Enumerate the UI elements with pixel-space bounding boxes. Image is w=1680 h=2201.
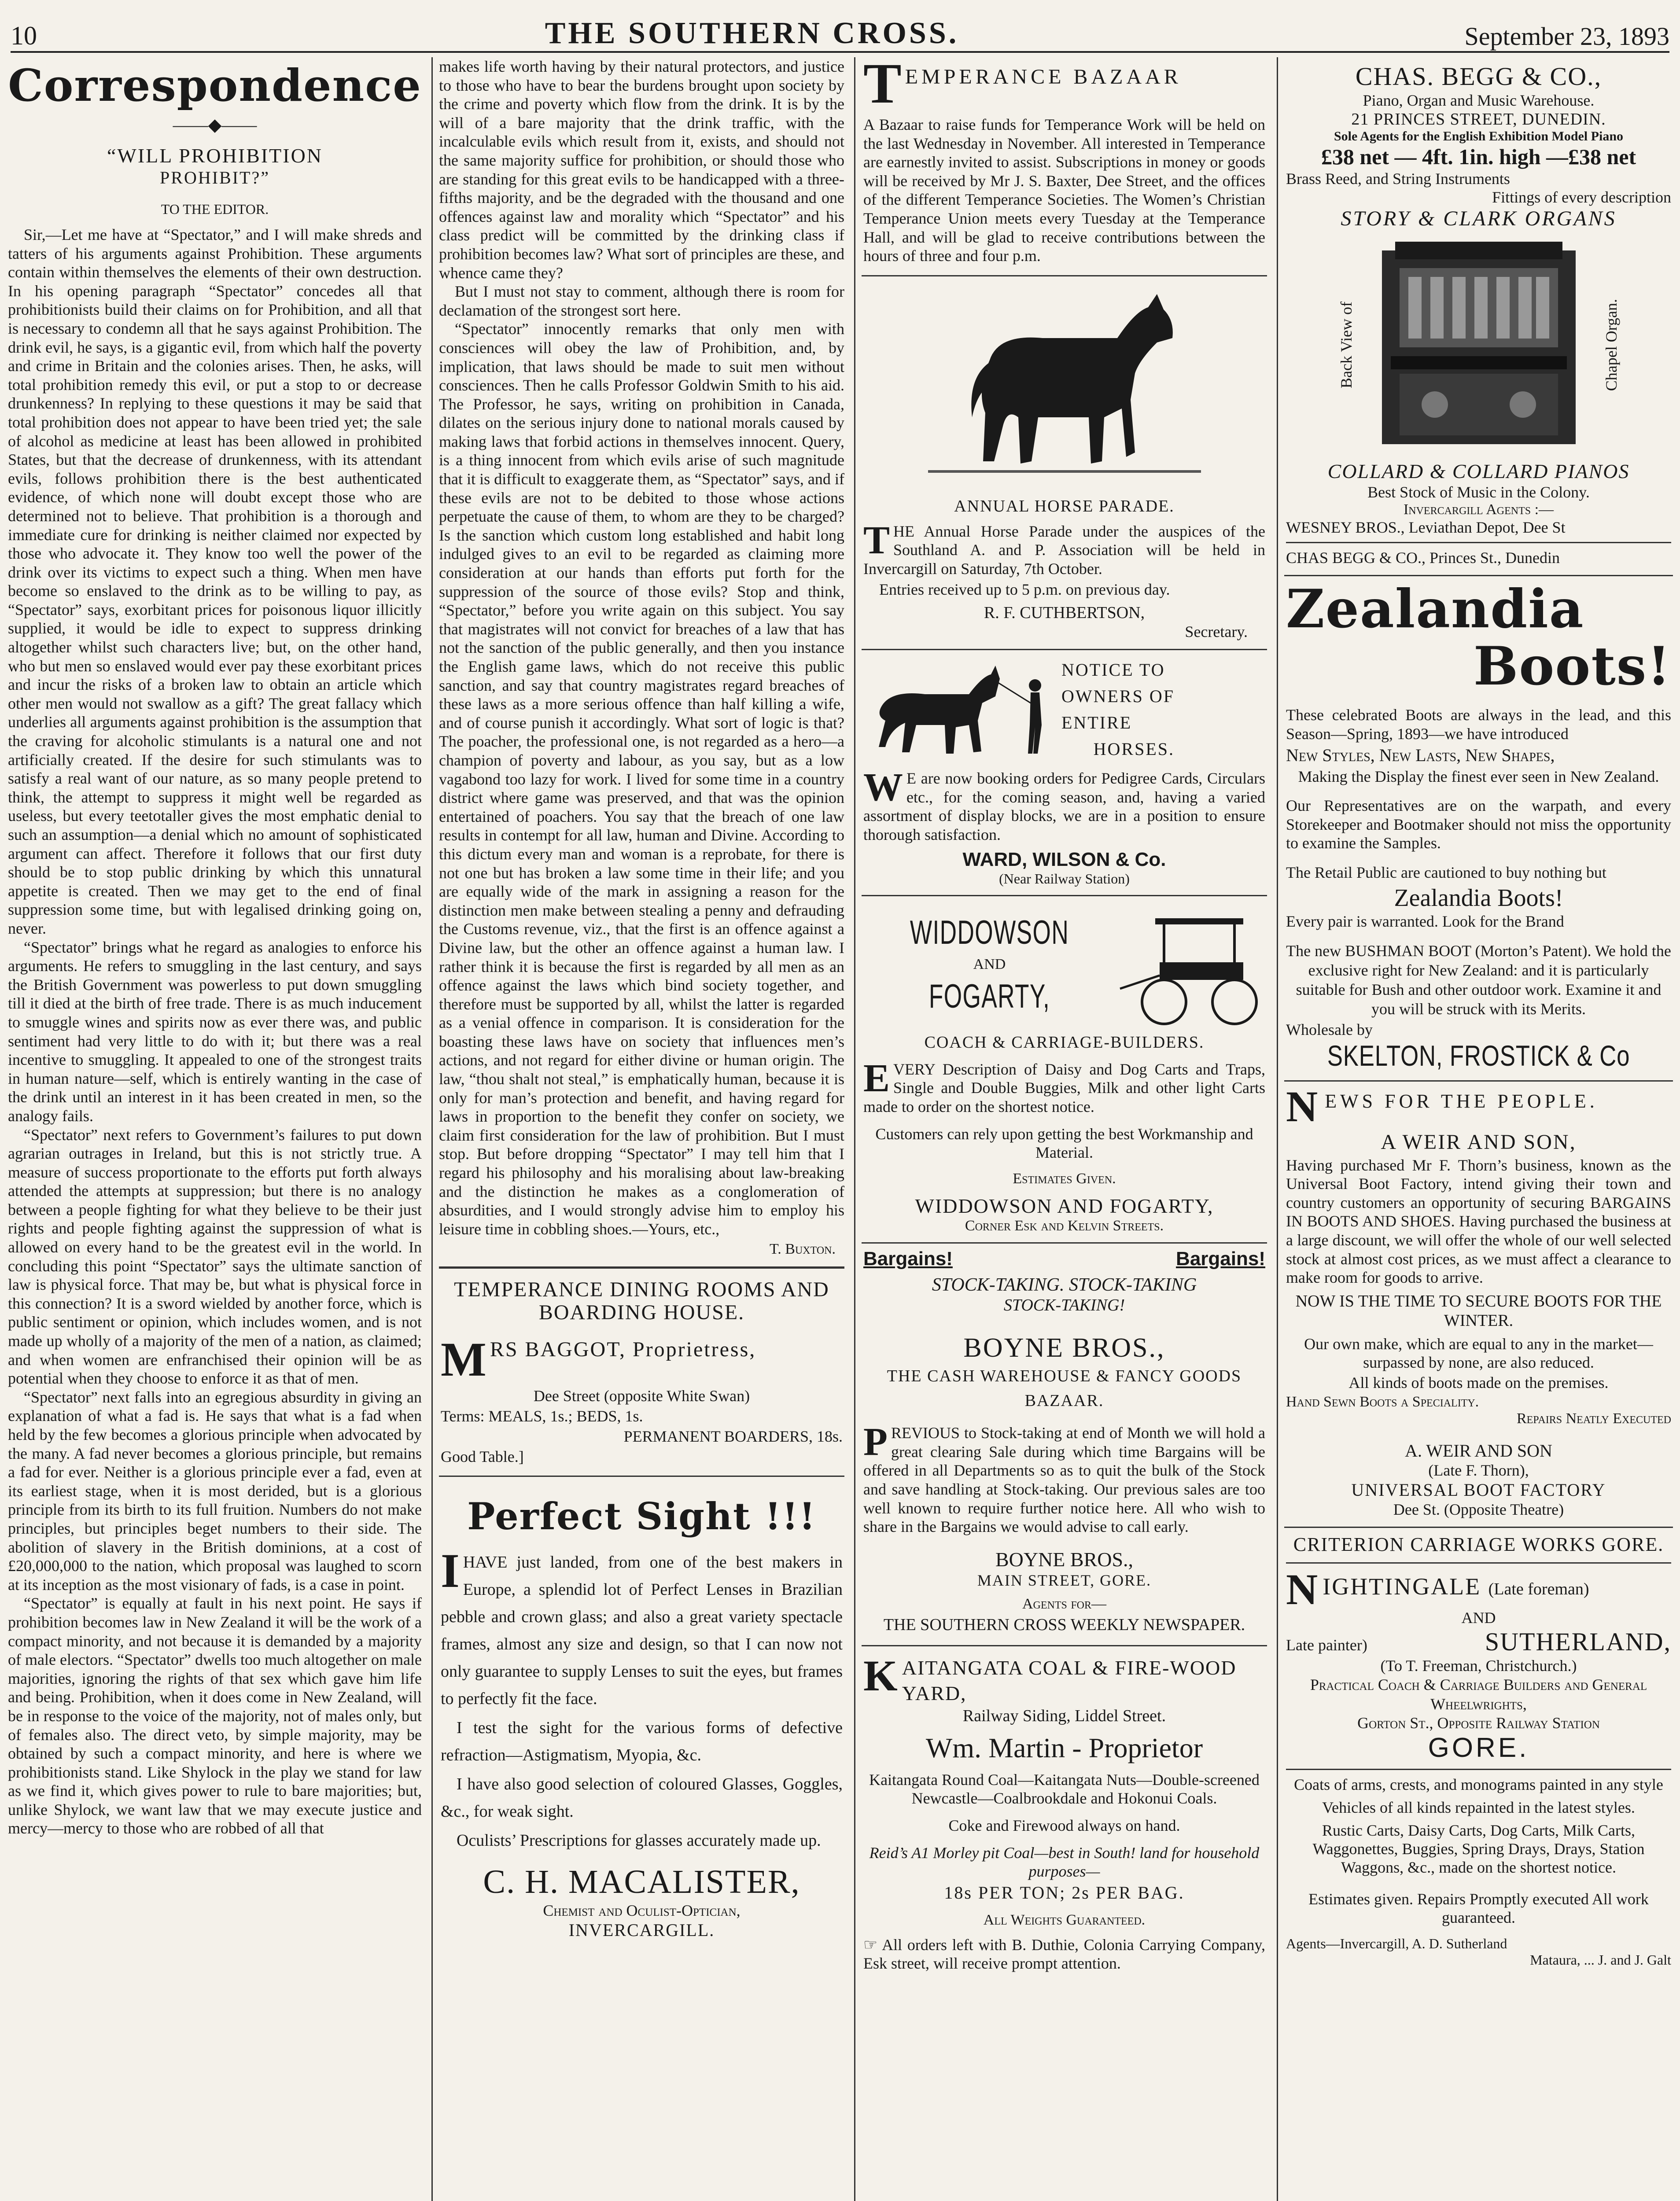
notice-dropcap: W [863, 766, 903, 810]
kaitangata-proprietor: Wm. Martin - Proprietor [925, 1732, 1203, 1763]
weir-make: Our own make, which are equal to any in the market—surpassed by none, are also reduced. [1304, 1335, 1653, 1371]
chas-begg-ad [1284, 57, 1673, 576]
zealandia-boots: Boots! [1473, 635, 1671, 697]
nightingale-vehicles: Vehicles of all kinds repainted in the latest styles. [1322, 1798, 1635, 1816]
horse-entries: Entries received up to 5 p.m. on previous day. [879, 580, 1170, 598]
letter-title: “WILL PROHIBITION [107, 144, 323, 167]
zealandia-text: These celebrated Boots are always in the lead, and this Season—Spring, 1893—we have introduced [1286, 706, 1671, 743]
sight-paragraph: I test the sight for the various forms of defective refraction—Astigmatism, Myopia, &c. [441, 1719, 843, 1765]
horse-caption: ANNUAL HORSE PARADE. [954, 497, 1175, 515]
begg-agents: Invercargill Agents :— [1403, 501, 1554, 518]
ornament-divider: ——◆—— [173, 115, 257, 135]
sight-paragraph: Oculists’ Prescriptions for glasses accurately made up. [457, 1831, 821, 1850]
boyne-agents: Agents for— [1022, 1595, 1107, 1612]
column-3 [854, 57, 1267, 2201]
zealandia-public: The Retail Public are cautioned to buy nothing but [1286, 863, 1606, 881]
buggy-illustration [1116, 901, 1265, 1028]
begg-fittings: Fittings of every description [1492, 188, 1671, 206]
begg-stock: Best Stock of Music in the Colony. [1367, 483, 1590, 501]
horse-text: HE Annual Horse Parade under the auspices of the Southland A. and P. Association will be held in Invercargill on Saturday, 7th October. [863, 522, 1265, 578]
dining-terms: Terms: MEALS, 1s.; BEDS, 1s. [441, 1407, 643, 1425]
widdowson-fogarty-ad [862, 896, 1267, 1244]
bargains-left: Bargains! [863, 1248, 953, 1270]
begg-address: 21 PRINCES STREET, DUNEDIN. [1351, 110, 1606, 129]
weir-kinds: All kinds of boots made on the premises. [1348, 1373, 1609, 1391]
nightingale-rustic: Rustic Carts, Daisy Carts, Dog Carts, Milk Carts, Waggonettes, Buggies, Spring Drays, Drays, Station Waggons, &c., made on the shortest notice. [1312, 1821, 1645, 1876]
begg-dunedin: CHAS BEGG & CO., Princes St., Dunedin [1286, 549, 1560, 567]
boyne-dropcap: P [863, 1420, 888, 1464]
boyne-sub: THE CASH WAREHOUSE & FANCY GOODS BAZAAR. [887, 1367, 1242, 1410]
weir-now: NOW IS THE TIME TO SECURE BOOTS FOR THE WINTER. [1295, 1292, 1662, 1330]
weir-address: Dee St. (Opposite Theatre) [1393, 1500, 1564, 1518]
column-1 [8, 57, 422, 2201]
begg-story-clark: STORY & CLARK ORGANS [1341, 207, 1617, 230]
nightingale-late-painter: Late painter) [1286, 1636, 1367, 1654]
pointing-hand-icon: ☞ [863, 1936, 878, 1954]
bazaar-title: EMPERANCE BAZAAR [905, 65, 1182, 88]
begg-name: CHAS. BEGG & CO., [1355, 62, 1602, 91]
kaitangata-reid: Reid’s A1 Morley pit Coal—best in South! land for household purposes— [869, 1844, 1260, 1880]
horse-dropcap: T [863, 518, 890, 562]
dining-rooms-ad [439, 1274, 844, 1477]
horse-parade-ad [862, 276, 1267, 650]
kaitangata-dropcap: K [863, 1655, 899, 1700]
horse-and-groom-illustration [863, 655, 1057, 765]
criterion-carriage-ad [1284, 1528, 1673, 1976]
sight-name: C. H. MACALISTER, [483, 1863, 800, 1901]
kaitangata-coal-ad [862, 1646, 1267, 1983]
sight-title: Perfect Sight !!! [467, 1494, 816, 1538]
ward-location: (Near Railway Station) [999, 870, 1130, 887]
horse-secretary: Secretary. [1185, 623, 1248, 641]
begg-back-view: Back View of [1337, 302, 1355, 389]
weir-text: Having purchased Mr F. Thorn’s business, known as the Universal Boot Factory, intend giving their town and country customers an opportunity of securing BARGAINS IN BOOTS AND SHOES. Having purchased the business at a large discount, we will offer the whole of our well selected stock at almost cost prices, as we must affect a clearance to make room for goods to arrive. [1286, 1156, 1671, 1287]
begg-chapel-organ: Chapel Organ. [1602, 299, 1620, 391]
weir-late: (Late F. Thorn), [1428, 1461, 1529, 1479]
notice-line: ENTIRE [1061, 713, 1132, 733]
boyne-text: REVIOUS to Stock-taking at end of Month we will hold a great clearing Sale during which time Bargains will be offered in all Departments so as to quit the bulk of the Stock and save handling at Stock-taking. Our previous sales are too well known to require further notice here. All who wish to share in the Bargains we would advise to call early. [863, 1424, 1265, 1536]
widdowson-address: Corner Esk and Kelvin Streets. [965, 1218, 1164, 1234]
boyne-bros-ad [862, 1244, 1267, 1646]
weir-name: A WEIR AND SON, [1381, 1130, 1577, 1154]
letter-signature: T. Buxton. [770, 1241, 836, 1258]
letter-to-editor: TO THE EDITOR. [161, 201, 269, 217]
letter-paragraph: “Spectator” innocently remarks that only men with consciences will obey the law of Prohibition, and, by implication, that laws should be made to suit men without consciences. Then he calls Professor Goldwin Smith to his aid. The Professor, he says, writing on prohibition in Canada, dilates on the serious injury done to national morals caused by making laws that forbid actions in themselves innocent. Query, is a thing innocent from which evils arise of such magnitude that it is difficult to exaggerate them, as “Spectator” says, and if these evils are not to be debited to those whose actions perpetuate the cause of them, to whom are they to be charged? Is the sanction which custom long established and habit long indulged gives to an evil to be regarded as claiming more consideration at our hands than efforts put forth for the suppression of the source of those evils? Stop and think, “Spectator,” before you write again on this subject. You say that magistrates will not convict for breaches of a law that has not the sanction of the public generally, and then you instance the English game laws, which do not receive this public sanction, and say that country magistrates regard breaches of these laws as a more serious offence than half killing a wife, and of course punish it accordingly. What sort of logic is that? The poacher, the professional one, is not regarded as a hero—a champion of poverty and labour, as you say, but as a low vagabond too lazy for work. I lived for some time in a country district where game was preserved, and that was the opinion entertained of poachers. You say that the breach of one law results in contempt for all law, human and Divine. According to this dictum every man and woman is a reprobate, for there is not one but has broken a law some time in their life; and you are equally wide of the mark in assigning a reason for the distinction men make between stealing a penny and defrauding the Customs revenue, viz., that the first is an offence against a Divine law, but the other an offence against a human law. I rather think it is because the first is regarded by all men as an offence against the laws which bind society together, and therefore must be supported by all, whilst the latter is regarded as a venial offence in comparison. It is consideration for the boasting these laws have on society that influences men’s actions, and not regard for either divine or human origin. The law, “thou shalt not steal,” is emphatically human, because it is only for man’s protection and benefit, and having regard for laws in proportion to the benefit they confer on society, we claim first consideration for the law of prohibition. But I must stop. But before dropping “Spectator” I may tell him that I regard his philosophy and his moralising about law-breaking and the distinction he makes as a conglomeration of absurdities, and I would strongly advise him to employ his leisure time in cobbling shoes.—Yours, etc., [439, 320, 844, 1238]
sight-paragraph: HAVE just landed, from one of the best makers in Europe, a splendid lot of Perfect Lenses in Brazilian pebble and crown glass; and also a great variety spectacle frames, almost any size and design, so that I can now not only guarantee to supply Lenses to suit the eyes, but frames to perfectly fit the face. [441, 1553, 843, 1708]
sight-town: INVERCARGILL. [568, 1920, 715, 1940]
kaitangata-coals: Kaitangata Round Coal—Kaitangata Nuts—Double-screened Newcastle—Coalbrookdale and Hokonui Coals. [869, 1770, 1260, 1807]
chapel-organ-illustration [1356, 233, 1602, 457]
sight-paragraph: I have also good selection of coloured Glasses, Goggles, &c., for weak sight. [441, 1775, 843, 1821]
sight-trade: Chemist and Oculist-Optician, [543, 1902, 741, 1920]
dining-dropcap: M [441, 1337, 486, 1380]
nightingale-address: Gorton St., Opposite Railway Station [1357, 1714, 1600, 1732]
draught-horse-illustration [928, 285, 1201, 492]
zealandia-boots-2: Zealandia Boots! [1394, 884, 1563, 912]
dining-table: Good Table.] [441, 1448, 524, 1466]
widdowson-trade: COACH & CARRIAGE-BUILDERS. [924, 1033, 1205, 1052]
kaitangata-siding: Railway Siding, Liddel Street. [962, 1706, 1166, 1725]
kaitangata-orders: All orders left with B. Duthie, Colonia Carrying Company, Esk street, will receive prompt attention. [863, 1936, 1265, 1973]
dining-proprietress: RS BAGGOT, Proprietress, [490, 1338, 756, 1362]
zealandia-display: Making the Display the finest ever seen in New Zealand. [1298, 768, 1659, 786]
criterion-title: CRITERION CARRIAGE WORKS GORE. [1293, 1533, 1664, 1555]
boyne-name-2: BOYNE BROS., [995, 1548, 1134, 1571]
weir-universal: UNIVERSAL BOOT FACTORY [1351, 1480, 1606, 1500]
sight-dropcap: I [441, 1544, 460, 1598]
column-4 [1277, 57, 1673, 2201]
zealandia-new-styles: New Styles, New Lasts, New Shapes, [1286, 745, 1555, 766]
notice-line: HORSES. [1093, 739, 1175, 759]
horse-signature: R. F. CUTHBERTSON, [984, 604, 1145, 622]
nightingale-mataura: Mataura, ... J. and J. Galt [1530, 1951, 1671, 1968]
correspondence-heading: Correspondence [8, 59, 422, 111]
widdowson-name: WIDDOWSON [910, 913, 1069, 951]
widdowson-signature: WIDDOWSON AND FOGARTY, [915, 1195, 1214, 1218]
boyne-name: BOYNE BROS., [963, 1333, 1165, 1363]
zealandia-wholesale: Wholesale by [1286, 1020, 1373, 1038]
dining-permanent: PERMANENT BOARDERS, 18s. [623, 1428, 843, 1446]
widdowson-text: VERY Description of Daisy and Dog Carts and Traps, Single and Double Buggies, Milk and other light Carts made to order on the shortest notice. [863, 1060, 1265, 1115]
begg-collard: COLLARD & COLLARD PIANOS [1327, 460, 1630, 482]
weir-hand-sewn: Hand Sewn Boots a Speciality. [1286, 1393, 1479, 1410]
begg-wesney: WESNEY BROS., Leviathan Depot, Dee St [1286, 519, 1566, 536]
letter-paragraph: “Spectator” next falls into an egregious absurdity in giving an explanation of what a fad is. He says that what is a fad when held by the few becomes a glorious principle when advocated by the many. A fad never becomes a glorious principle, but remains a fad for ever. Neither is a glorious principle ever a fad, even at its earliest stage, when it is most derided, but is a glorious principle from its birth to its full fruition. Numbers do not make principles, but principles beget numbers to their side. The abolition of slavery in the British dominions, at a cost of £20,000,000 to the nation, which proposal was laughed to scorn at its inception as the most visionary of fads, is a case in point. [8, 1388, 422, 1594]
begg-price: £38 net — 4ft. 1in. high —£38 net [1321, 144, 1636, 169]
widdowson-dropcap: E [863, 1056, 890, 1100]
nightingale-agents: Agents—Invercargill, A. D. Sutherland [1286, 1935, 1507, 1951]
zealandia-boots-ad [1284, 576, 1673, 1082]
nightingale-foreman: (Late foreman) [1488, 1579, 1589, 1598]
news-dropcap: N [1286, 1086, 1322, 1126]
skelton-frostick: SKELTON, FROSTICK & Co [1327, 1039, 1630, 1072]
zealandia-bushman: The new BUSHMAN BOOT (Morton’s Patent). We hold the exclusive right for New Zealand: and it is particularly suitable for Bush and other outdoor work. Examine it and you will be struck with its Merits. [1286, 942, 1671, 1018]
nightingale-and: AND [1461, 1608, 1496, 1627]
newspaper-title: THE SOUTHERN CROSS. [545, 16, 959, 50]
notice-line: OWNERS OF [1061, 686, 1175, 707]
zealandia-title: Zealandia [1286, 578, 1584, 640]
boyne-address: MAIN STREET, GORE. [977, 1571, 1152, 1589]
letter-paragraph: “Spectator” is equally at fault in his next point. He says if prohibition becomes law in New Zealand it will be the work of a compact minority, and not because it is demanded by a majority of male electors. “Spectator” dwells too much altogether on male majorities, ignoring the rights of that sex which gave him life and being. Prohibition, when it does come in New Zealand, will be in response to the voice of the majority, not of males only, but of females also. The direct veto, by simple majority, may be obtained by such a compact minority, and here is where we prohibitionists stand. Like Shylock in the play we stand for law as we find it, which gives power to rule to bare majorities; but, unlike Shylock, we want law that we may execute justice and mercy—mercy to those who are robbed of all that [8, 1594, 422, 1837]
sutherland-name: SUTHERLAND, [1485, 1627, 1671, 1656]
fogarty-name: FOGARTY, [928, 977, 1050, 1015]
begg-brass: Brass Reed, and String Instruments [1286, 170, 1510, 188]
widdowson-rely: Customers can rely upon getting the best Workmanship and Material. [875, 1125, 1253, 1162]
dining-address: Dee Street (opposite White Swan) [533, 1387, 750, 1405]
nightingale-to: (To T. Freeman, Christchurch.) [1380, 1656, 1577, 1675]
widdowson-estimates: Estimates Given. [1013, 1170, 1116, 1187]
masthead [11, 11, 1669, 53]
dining-title: TEMPERANCE DINING ROOMS AND BOARDING HOUSE. [454, 1278, 829, 1325]
widdowson-and: AND [973, 956, 1006, 972]
nightingale-arms: Coats of arms, crests, and monograms painted in any style [1294, 1775, 1663, 1793]
nightingale-trade: Practical Coach & Carriage Builders and General Wheelwrights, [1310, 1675, 1647, 1713]
weir-repairs: Repairs Neatly Executed [1516, 1410, 1671, 1427]
kaitangata-price: 18s PER TON; 2s PER BAG. [944, 1882, 1185, 1903]
letter-paragraph: “Spectator” brings what he regard as analogies to enforce his arguments. He refers to smuggling in the last century, and says the British Government was powerless to put down smuggling till it died at the birth of free trade. There is as much inducement to smuggle wines and spirits now as ever there was, and public sentiment had very little to do with it; but there was a real incentive to smuggling. It appealed to one of the strongest traits in human nature—self, which is entirely wanting in the case of the drink until an interest in it has been created in men, so the analogy fails. [8, 938, 422, 1125]
entire-horses-ad [862, 650, 1267, 896]
perfect-sight-ad [439, 1477, 844, 1948]
kaitangata-firewood: Coke and Firewood always on hand. [948, 1816, 1180, 1834]
letter-paragraph: But I must not stay to comment, although there is room for declamation of the strongest sort here. [439, 283, 844, 319]
stock-taking: STOCK-TAKING. STOCK-TAKING [932, 1275, 1197, 1296]
nightingale-estimates: Estimates given. Repairs Promptly executed All work guaranteed. [1308, 1890, 1649, 1926]
letter-paragraph: makes life worth having by their natural protectors, and justice to those who have to bear the burdens brought upon society by the crime and poverty which flow from the drink. It is by the will of a bare majority that the drink traffic, with the incalculable evils which result from it, exists, and should not the same majority suffice for prohibition, or should those who are standing for this great evils to be handicapped with a three-fifths majority, and be the degraded with the thousand and one offences against law and morality which “Spectator” and his class predict will be committed by the drinking class if prohibition becomes law? What sort of principles are these, and whence came they? [439, 58, 844, 282]
letter-continued [439, 57, 844, 1238]
column-2 [431, 57, 844, 2201]
issue-date: September 23, 1893 [1464, 22, 1669, 51]
nightingale-dropcap: N [1286, 1568, 1319, 1608]
letter-body [8, 225, 422, 1838]
begg-sub: Piano, Organ and Music Warehouse. [1363, 92, 1595, 109]
ward-wilson: WARD, WILSON & Co. [962, 848, 1166, 870]
zealandia-warranted: Every pair is warranted. Look for the Brand [1286, 912, 1564, 930]
page-number: 10 [11, 21, 37, 50]
letter-paragraph: “Spectator” next refers to Government’s failures to put down agrarian outrages in Ireland, but this is not strictly true. A measure of success proportionate to the efforts put forth always attended the attempts at suppression; but there is no analogy between a people fighting for what they believe to be their just rights and people fighting against the suppression of what is allowed on every hand to be the greatest evil in the world. In concluding this point “Spectator” says the ultimate sanction of law is physical force. That may be, but what is physical force in this connection? It is a sword wielded by another force, which is public sentiment or opinion, which includes women, and is not made up wholly of a majority of the men of a nation, as claimed; and when women are enfranchised their opinion will be as potential when they choose to enforce it as that of men. [8, 1126, 422, 1388]
kaitangata-weights: All Weights Guaranteed. [983, 1911, 1146, 1928]
temperance-bazaar-ad [862, 57, 1267, 276]
begg-sole-agents: Sole Agents for the English Exhibition Model Piano [1334, 129, 1624, 144]
boyne-southern-cross: THE SOUTHERN CROSS WEEKLY NEWSPAPER. [883, 1615, 1245, 1634]
bazaar-text: A Bazaar to raise funds for Temperance Work will be held on the last Wednesday in November. All interested in Temperance are earnestly invited to assist. Subscriptions in money or goods will be received by Mr J. S. Baxter, Dee Street, and the offices of the different Temperance Societies. The Women’s Christian Temperance Union meets every Tuesday at the Temperance Hall, and will be glad to receive contributions between the hours of three and four p.m. [863, 116, 1265, 265]
notice-line: NOTICE TO [1061, 660, 1165, 680]
bazaar-dropcap: T [863, 62, 902, 104]
gore-label: GORE. [1428, 1732, 1529, 1763]
news-for-people-ad [1284, 1082, 1673, 1528]
stock-taking-2: STOCK-TAKING! [1003, 1296, 1125, 1315]
letter-title-2: PROHIBIT?” [160, 168, 270, 188]
kaitangata-title: AITANGATA COAL & FIRE-WOOD YARD, [902, 1656, 1237, 1704]
notice-text: E are now booking orders for Pedigree Cards, Circulars etc., for the coming season, and, having a varied assortment of display blocks, we are in a position to ensure thorough satisfaction. [863, 769, 1265, 843]
news-title: EWS FOR THE PEOPLE. [1325, 1090, 1598, 1112]
bargains-right: Bargains! [1176, 1248, 1265, 1270]
zealandia-reps: Our Representatives are on the warpath, and every Storekeeper and Bootmaker should not miss the opportunity to examine the Samples. [1286, 797, 1671, 852]
letter-paragraph: Sir,—Let me have at “Spectator,” and I will make shreds and tatters of his arguments against Prohibition. These arguments contain within themselves the elements of their own destruction. In his opening paragraph “Spectator” concedes all that prohibitionists build their claims on for Prohibition, and all that is necessary to condemn all that he says against Prohibition. The drink evil, he says, is a gigantic evil, from which half the poverty and crime in Britain and the colonies arises. Then, he asks, will total prohibition remedy this evil, or put a stop to or decrease drunkenness? In replying to these questions it may be said that total prohibition does not appear to have been tried yet; the sale of alcohol as medicine at least has been allowed in prohibited States, but that the decrease of drunkenness, with its attendant evils, follows prohibition there is the best authenticated evidence, of which none will doubt except those who are determined not to believe. That prohibition is a thorough and immediate cure for drinking is neither claimed nor expected by those who advocate it. They know too well the power of the drink over its victims to expect such a thing. When men have become so enslaved to the drink as to be willing to pay, as “Spectator” says, exorbitant prices for poisonous liquor illicitly supplied, it would be idle to expect to suppress drinking altogether whilst such characters live; but, on the other hand, who but men so enslaved would ever pay these exorbitant prices and incur the risks of a broken law to obtain an article which other men would not swallow as a gift? The great fallacy which underlies all arguments against prohibition is the assumption that the craving for alcoholic stimulants is a natural one and not artificially created. If the desire for such stimulants was to satisfy a real want of our nature, as so many people pretend to think, the attempt to suppress it might well be regarded as useless, but every teetotaller gives the most emphatic denial to such an assumption—a denial which no amount of sophisticated argument can affect. Therefore it follows that our first duty should be to stop public drinking by which this unnatural appetite is created. Then we may get to the end of final suppression some time, but with legalised drinking going on, never. [8, 226, 422, 937]
weir-signature: A. WEIR AND SON [1405, 1440, 1552, 1461]
nightingale-name: IGHTINGALE [1323, 1573, 1481, 1600]
